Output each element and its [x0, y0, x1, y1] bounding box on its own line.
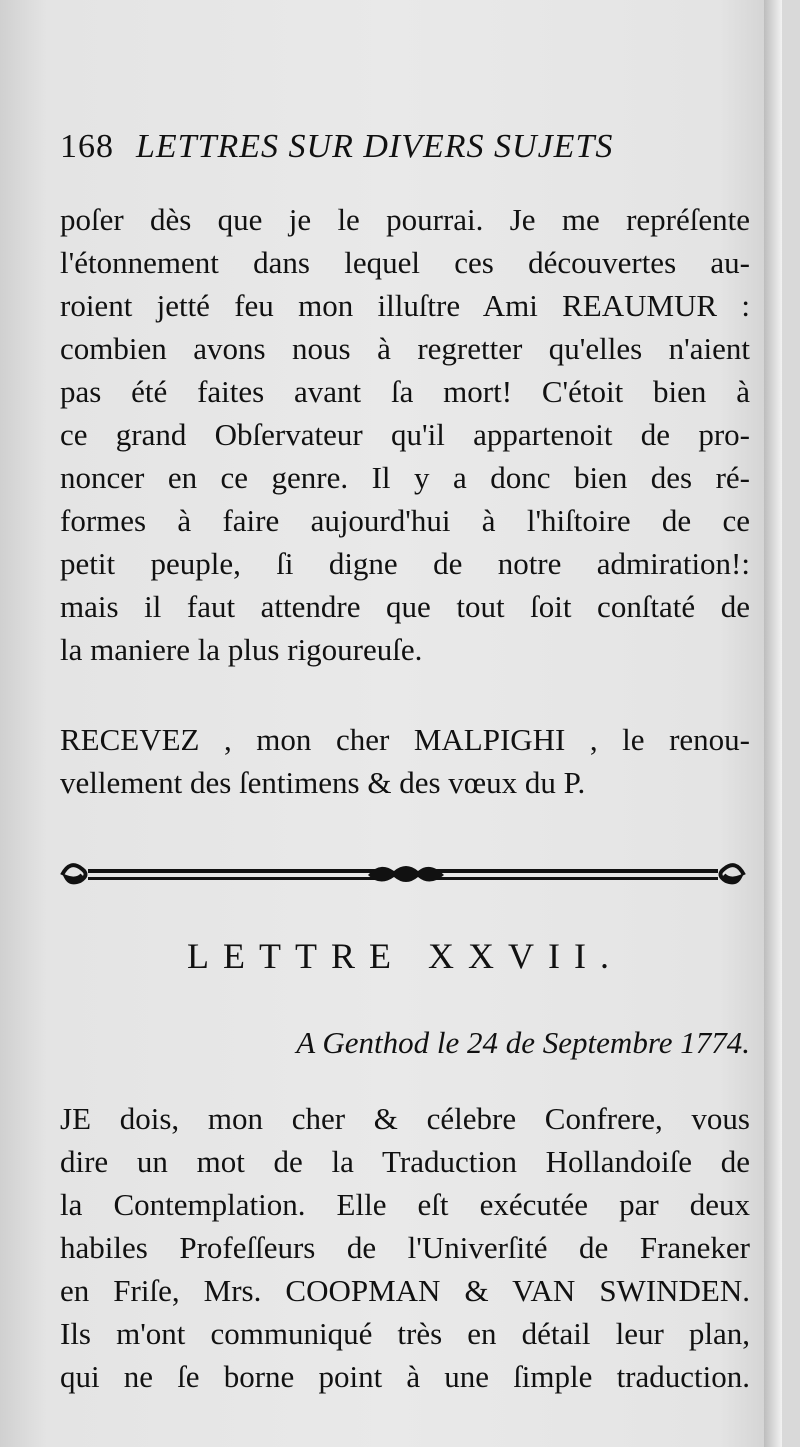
text-line: combien avons nous à regretter qu'elles n'aient: [60, 331, 750, 366]
text-line: ce grand Obſervateur qu'il appartenoit de pro-: [60, 417, 750, 452]
text-line: en Friſe, Mrs. COOPMAN & VAN SWINDEN.: [60, 1273, 750, 1308]
text-line: roient jetté feu mon illuſtre Ami REAUMUR :: [60, 288, 750, 323]
text-line: poſer dès que je le pourrai. Je me repréſente: [60, 202, 750, 237]
text-line: l'étonnement dans lequel ces découvertes au-: [60, 245, 750, 280]
text-line: la Contemplation. Elle eſt exécutée par deux: [60, 1187, 750, 1222]
text-line: JE dois, mon cher & célebre Confrere, vous: [60, 1101, 750, 1136]
dateline: A Genthod le 24 de Septembre 1774.: [296, 1025, 750, 1060]
text-line: qui ne ſe borne point à une ſimple traduction.: [60, 1359, 750, 1394]
text-line: mais il faut attendre que tout ſoit conſtaté de: [60, 589, 750, 624]
text-line: vellement des ſentimens & des vœux du P.: [60, 765, 586, 800]
text-line: petit peuple, ſi digne de notre admiration!:: [60, 546, 750, 581]
text-line: habiles Profeſſeurs de l'Univerſité de Franeker: [60, 1230, 750, 1265]
text-line: pas été faites avant ſa mort! C'étoit bien à: [60, 374, 750, 409]
running-title: LETTRES SUR DIVERS SUJETS: [136, 128, 614, 165]
letter-title: LETTRE XXVII.: [187, 936, 623, 976]
ornamental-rule: [58, 855, 748, 895]
text-line: Ils m'ont communiqué très en détail leur plan,: [60, 1316, 750, 1351]
text-line: dire un mot de la Traduction Hollandoiſe de: [60, 1144, 750, 1179]
text-line: noncer en ce genre. Il y a donc bien des ré-: [60, 460, 750, 495]
page-edge: [764, 0, 782, 1447]
running-header: [60, 128, 760, 176]
page-number: 168: [60, 128, 114, 165]
text-line: RECEVEZ , mon cher MALPIGHI , le renou-: [60, 722, 750, 757]
text-line: formes à faire aujourd'hui à l'hiſtoire de ce: [60, 503, 750, 538]
text-line: la maniere la plus rigoureuſe.: [60, 632, 423, 667]
